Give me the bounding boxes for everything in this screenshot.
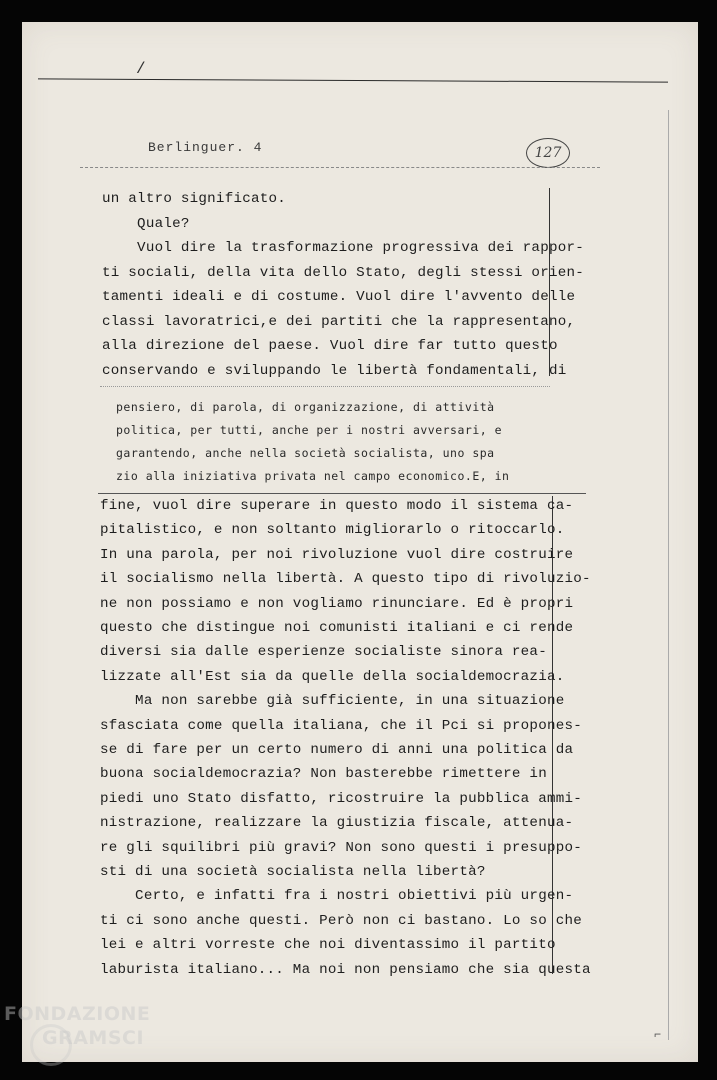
right-edge-line <box>668 110 669 1040</box>
text-line: se di fare per un certo numero di anni una politica da <box>100 742 574 758</box>
text-line: Vuol dire la trasformazione progressiva dei rappor- <box>102 240 585 256</box>
page-header: Berlinguer. 4 <box>148 140 263 155</box>
insert-separator-top <box>100 386 550 387</box>
text-line: questo che distingue noi comunisti italiani e ci rende <box>100 620 574 636</box>
text-line: un altro significato. <box>102 191 287 207</box>
tick-mark: / <box>136 60 146 78</box>
text-line: lizzate all'Est sia da quelle della socialdemocrazia. <box>100 668 565 685</box>
text-line: alla direzione del paese. Vuol dire far tutto questo <box>102 338 558 354</box>
text-line: diversi sia dalle esperienze socialiste sinora rea- <box>100 644 547 661</box>
watermark-logo-icon <box>30 1024 72 1066</box>
text-line: classi lavoratrici,e dei partiti che la rappresentano, <box>102 313 576 330</box>
text-line: fine, vuol dire superare in questo modo il sistema ca- <box>100 498 574 514</box>
text-line: conservando e sviluppando le libertà fondamentali, di <box>102 362 567 379</box>
page-number-stamp: 127 <box>526 138 570 168</box>
watermark-line-2: GRAMSCI <box>42 1027 145 1049</box>
document-page <box>22 22 698 1062</box>
text-line: tamenti ideali e di costume. Vuol dire l'avvento delle <box>102 289 576 305</box>
text-line: Certo, e infatti fra i nostri obiettivi più urgen- <box>100 888 574 905</box>
watermark-line-1: FONDAZIONE <box>4 1003 151 1025</box>
text-line: garantendo, anche nella società socialista, uno spa <box>116 446 495 460</box>
text-line: re gli squilibri più gravi? Non sono questi i presuppo- <box>100 839 583 856</box>
text-line: ti ci sono anche questi. Però non ci bastano. Lo so che <box>100 912 583 929</box>
text-line: pitalistico, e non soltanto migliorarlo o ritoccarlo. <box>100 522 565 539</box>
corner-mark: ⌐ <box>654 1028 662 1042</box>
text-line: ne non possiamo e non vogliamo rinunciare. Ed è propri <box>100 595 574 612</box>
text-line: sfasciata come quella italiana, che il Pci si propones- <box>100 717 583 734</box>
text-line: In una parola, per noi rivoluzione vuol dire costruire <box>100 546 574 563</box>
text-line: lei e altri vorreste che noi diventassimo il partito <box>100 937 556 954</box>
text-line: zio alla iniziativa privata nel campo economico.E, in <box>116 469 510 483</box>
insert-separator-bottom <box>98 493 586 494</box>
text-line: buona socialdemocrazia? Non basterebbe rimettere in <box>100 766 547 783</box>
text-line: nistrazione, realizzare la giustizia fiscale, attenua- <box>100 815 574 832</box>
text-line: Ma non sarebbe già sufficiente, in una situazione <box>100 693 565 710</box>
text-line: ti sociali, della vita dello Stato, degli stessi orien- <box>102 264 585 281</box>
text-line: sti di una società socialista nella libertà? <box>100 864 486 880</box>
text-line: laburista italiano... Ma noi non pensiamo che sia questa <box>100 961 591 978</box>
text-line: il socialismo nella libertà. A questo tipo di rivoluzio- <box>100 571 591 588</box>
text-line: pensiero, di parola, di organizzazione, di attività <box>116 400 495 414</box>
header-divider <box>80 167 600 168</box>
text-line: piedi uno Stato disfatto, ricostruire la pubblica ammi- <box>100 790 583 807</box>
text-line: politica, per tutti, anche per i nostri avversari, e <box>116 423 503 437</box>
text-line: Quale? <box>102 215 190 232</box>
archive-watermark <box>4 1002 150 1050</box>
